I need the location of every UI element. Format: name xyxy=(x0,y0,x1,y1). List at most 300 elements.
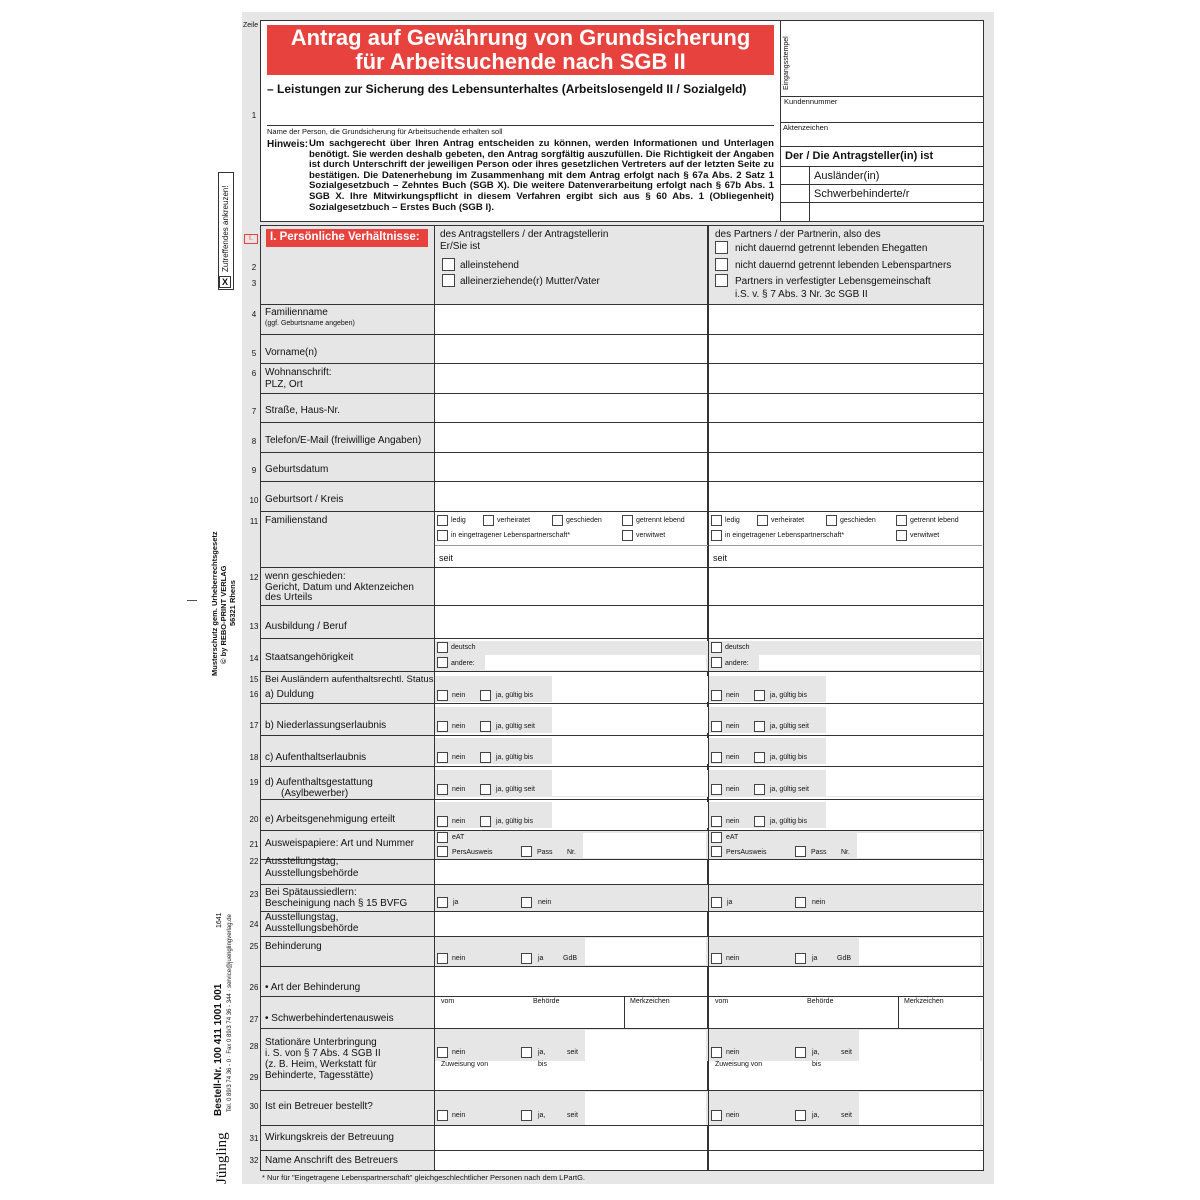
name-betreuer-field-b[interactable] xyxy=(709,1151,982,1170)
gdb-field-b[interactable] xyxy=(859,938,980,965)
text-field-a[interactable] xyxy=(435,452,708,481)
duldung-label: a) Duldung xyxy=(265,689,314,700)
checkbox-geschieden-a[interactable] xyxy=(552,515,563,526)
ausweis-nr-field-b[interactable] xyxy=(857,833,980,858)
text-field-a[interactable] xyxy=(435,334,708,363)
row-divider xyxy=(260,703,984,704)
label-gdb-a: GdB xyxy=(563,955,578,962)
schwerbehindert-label: Schwerbehinderte/r xyxy=(814,188,910,200)
label-ja-aufenthaltserlaubnis-a: ja, gültig bis xyxy=(496,754,533,761)
wirkungskreis-field-a[interactable] xyxy=(435,1126,708,1150)
label-nein-betreuer-b: nein xyxy=(726,1112,740,1119)
x-mark-box: X xyxy=(219,276,231,288)
title-banner xyxy=(267,25,774,75)
checkbox-andere-a[interactable] xyxy=(437,657,448,668)
order-number: Bestell-Nr. 100 411 1001 001 xyxy=(213,983,224,1116)
name-input[interactable] xyxy=(267,98,774,126)
copyright-3: 56321 Rhens xyxy=(228,580,237,626)
copyright-1: Musterschutz gem. Urheberrechtsgesetz xyxy=(210,531,219,676)
checkbox-nein-betreuer-b[interactable] xyxy=(711,1110,722,1121)
alleinerziehend-label: alleinerziehende(r) Mutter/Vater xyxy=(460,276,600,287)
betreuer-label: Ist ein Betreuer bestellt? xyxy=(265,1101,373,1112)
line-number-13: 13 xyxy=(249,622,259,631)
text-field-a[interactable] xyxy=(435,481,708,511)
checkbox-ja-duldung-a[interactable] xyxy=(480,690,491,701)
ausstellung-field-b[interactable] xyxy=(709,860,982,884)
label-ledig-a: ledig xyxy=(451,517,466,524)
label-andere-b: andere: xyxy=(725,660,749,667)
line-number-18: 18 xyxy=(249,753,259,762)
ausweispapiere-label: Ausweispapiere: Art und Nummer xyxy=(265,838,414,849)
checkbox-nein-betreuer-a[interactable] xyxy=(437,1110,448,1121)
line-number-16: 16 xyxy=(249,690,259,699)
label-ja-duldung-b: ja, gültig bis xyxy=(770,692,807,699)
aktenzeichen-label: Aktenzeichen xyxy=(783,123,829,132)
checkbox-ja-aufenthaltserlaubnis-b[interactable] xyxy=(754,752,765,763)
label-nein-aufenthaltserlaubnis-a: nein xyxy=(452,754,466,761)
antragsteller-ist: Der / Die Antragsteller(in) ist xyxy=(785,150,934,162)
checkbox-pass-b[interactable] xyxy=(795,846,806,857)
seit-label-a: seit xyxy=(439,553,454,563)
label-ja-spaet-a: ja xyxy=(453,899,459,906)
art-behinderung-field-a[interactable] xyxy=(435,967,708,996)
line-number-10: 10 xyxy=(249,496,259,505)
label-verwitwet-a: verwitwet xyxy=(636,532,666,539)
label-seit-betreuer-b: seit xyxy=(841,1112,852,1119)
label-pass-b: Pass xyxy=(811,849,827,856)
label-pass-a: Pass xyxy=(537,849,553,856)
checkbox-ja-betreuer-b[interactable] xyxy=(795,1110,806,1121)
geschieden-label-1: wenn geschieden: xyxy=(265,571,346,582)
label-nein-behinderung-b: nein xyxy=(726,955,740,962)
stationaer-label-3: (z. B. Heim, Werkstatt für xyxy=(265,1059,377,1070)
brand-logo: Jüngling xyxy=(214,1132,230,1184)
aufenthaltsgestattung-label-1: d) Aufenthaltsgestattung xyxy=(265,777,373,788)
checkbox-ja-stationaer-b[interactable] xyxy=(795,1047,806,1058)
text-field-a[interactable] xyxy=(435,304,708,334)
checkbox-verheiratet-a[interactable] xyxy=(483,515,494,526)
label-ja-aufenthaltsgestattung-b: ja, gültig seit xyxy=(770,786,809,793)
checkbox-getrennt-a[interactable] xyxy=(622,515,633,526)
niederlassung-label: b) Niederlassungserlaubnis xyxy=(265,720,387,731)
label-nein-stationaer-b: nein xyxy=(726,1049,740,1056)
checkbox-getrennt-b[interactable] xyxy=(896,515,907,526)
text-field-a[interactable] xyxy=(435,422,708,452)
art-behinderung-label: • Art der Behinderung xyxy=(265,982,361,993)
rule xyxy=(780,202,984,203)
ausstellungsbehoerde-label-1: Ausstellungsbehörde xyxy=(265,868,359,879)
checkbox-nein-duldung-b[interactable] xyxy=(711,690,722,701)
checkbox-verwitwet-b[interactable] xyxy=(896,530,907,541)
line-number-11: 11 xyxy=(249,517,259,526)
label-andere-a: andere: xyxy=(451,660,475,667)
date-field-aufenthaltsgestattung-b[interactable] xyxy=(826,770,982,796)
lebenspartner-checkbox[interactable] xyxy=(715,258,728,271)
checkbox-ja-arbeitsgenehmigung-a[interactable] xyxy=(480,816,491,827)
line-number-27: 27 xyxy=(249,1015,259,1024)
label-nein-niederlassung-a: nein xyxy=(452,723,466,730)
text-field-b[interactable] xyxy=(709,605,982,638)
spaetaussiedler-label-2: Bescheinigung nach § 15 BVFG xyxy=(265,898,408,909)
checkbox-nein-stationaer-a[interactable] xyxy=(437,1047,448,1058)
line-number-21: 21 xyxy=(249,840,259,849)
checkbox-deutsch-b[interactable] xyxy=(711,642,722,653)
text-field-b[interactable] xyxy=(709,452,982,481)
line-number-31: 31 xyxy=(249,1134,259,1143)
section-marker: I. xyxy=(244,234,258,244)
checkbox-verheiratet-b[interactable] xyxy=(757,515,768,526)
geburtsdatum-label: Geburtsdatum xyxy=(265,464,329,475)
label-nein-arbeitsgenehmigung-b: nein xyxy=(726,818,740,825)
alleinstehend-checkbox[interactable] xyxy=(442,258,455,271)
label-verheiratet-a: verheiratet xyxy=(497,517,531,524)
label-nein-duldung-b: nein xyxy=(726,692,740,699)
label-ja-aufenthaltserlaubnis-b: ja, gültig bis xyxy=(770,754,807,761)
row-divider xyxy=(260,799,984,800)
label-merkzeichen-b: Merkzeichen xyxy=(904,998,944,1005)
ausstellung-field-a[interactable] xyxy=(435,860,708,884)
line-number-9: 9 xyxy=(251,466,257,475)
label-nein-duldung-a: nein xyxy=(452,692,466,699)
label-nr-b: Nr. xyxy=(841,849,850,856)
spaet-gray-b xyxy=(709,885,982,911)
checkbox-ja-duldung-b[interactable] xyxy=(754,690,765,701)
checkbox-persausweis-b[interactable] xyxy=(711,846,722,857)
wohnanschrift-label: Wohnanschrift: xyxy=(265,367,332,378)
kundennummer-label: Kundennummer xyxy=(784,97,838,106)
name-label: Name der Person, die Grundsicherung für Arbeitsuchende erhalten soll xyxy=(267,127,503,136)
date-field-aufenthaltsgestattung-a[interactable] xyxy=(552,770,708,796)
row-divider xyxy=(260,638,984,639)
checkbox-nein-aufenthaltserlaubnis-b[interactable] xyxy=(711,752,722,763)
seit-field-b[interactable] xyxy=(739,548,980,566)
label-deutsch-a: deutsch xyxy=(451,644,476,651)
checkbox-ja-aufenthaltsgestattung-b[interactable] xyxy=(754,784,765,795)
label-ja-aufenthaltsgestattung-a: ja, gültig seit xyxy=(496,786,535,793)
rule xyxy=(809,166,810,222)
spaet-gray-a xyxy=(435,885,708,911)
staatsangehoerigkeit-label: Staatsangehörigkeit xyxy=(265,652,354,663)
label-gdb-b: GdB xyxy=(837,955,852,962)
seit-label-b: seit xyxy=(713,553,728,563)
text-field-a[interactable] xyxy=(435,363,708,393)
checkbox-ja-aufenthaltsgestattung-a[interactable] xyxy=(480,784,491,795)
checkbox-nein-stationaer-b[interactable] xyxy=(711,1047,722,1058)
seit-field-a[interactable] xyxy=(465,548,706,566)
checkbox-eat-a[interactable] xyxy=(437,832,448,843)
label-behoerde-a: Behörde xyxy=(533,998,560,1005)
label-nein-stationaer-a: nein xyxy=(452,1049,466,1056)
zeile-label: Zeile xyxy=(243,22,259,29)
col1-header-1: des Antragstellers / der Antragstellerin xyxy=(440,229,609,240)
checkbox-eat-b[interactable] xyxy=(711,832,722,843)
seit-stationaer-field-b[interactable] xyxy=(859,1030,980,1061)
date-field-duldung-b[interactable] xyxy=(826,676,982,702)
auslaender-checkbox[interactable] xyxy=(781,167,809,184)
text-field-a[interactable] xyxy=(435,605,708,638)
checkbox-ja-behinderung-a[interactable] xyxy=(521,953,532,964)
label-getrennt-b: getrennt lebend xyxy=(910,517,959,524)
line-number-3: 3 xyxy=(251,279,257,288)
checkbox-deutsch-a[interactable] xyxy=(437,642,448,653)
wirkungskreis-label: Wirkungskreis der Betreuung xyxy=(265,1132,394,1143)
date-field-aufenthaltserlaubnis-b[interactable] xyxy=(826,738,982,764)
andere-field-a[interactable] xyxy=(485,655,706,670)
plz-label: PLZ, Ort xyxy=(265,379,303,390)
schwerbehindert-checkbox[interactable] xyxy=(781,185,809,202)
checkbox-ja-spaet-a[interactable] xyxy=(437,897,448,908)
behinderung-label: Behinderung xyxy=(265,941,322,952)
date-field-arbeitsgenehmigung-a[interactable] xyxy=(552,802,708,828)
hint-text: Um sachgerecht über Ihren Antrag entscheiden zu können, werden Informationen und Unterlagen benötigt. Sie werden deshalb gebeten, den Antrag sorgfältig auszufüllen. Die Richtigkeit der Angaben ist durch Unterschrift der jeweiligen Person oder ihres gesetzlichen Vertreters auf der letzten Seite zu bestätigen. Die Datenerhebung im Zusammenhang mit dem Antrag erfolgt nach § 67a Abs. 2 Satz 1 Sozialgesetzbuch – Zehntes Buch (SGB X). Die weitere Datenverarbeitung erfolgt nach § 67b Abs. 1 SGB X. Ihre Mitwirkungspflicht in diesem Verfahren ergibt sich aus § 60 Abs. 1 (Obliegenheit) Sozialgesetzbuch – Erstes Buch (SGB I). xyxy=(309,138,774,213)
label-bis-a: bis xyxy=(538,1061,547,1068)
label-behoerde-b: Behörde xyxy=(807,998,834,1005)
line-number-2: 2 xyxy=(251,263,257,272)
label-nein-aufenthaltsgestattung-a: nein xyxy=(452,786,466,793)
label-ja-niederlassung-b: ja, gültig seit xyxy=(770,723,809,730)
spaetaussiedler-label-1: Bei Spätaussiedlern: xyxy=(265,887,357,898)
label-seit-betreuer-a: seit xyxy=(567,1112,578,1119)
checkbox-ja-niederlassung-b[interactable] xyxy=(754,721,765,732)
label-nein-behinderung-a: nein xyxy=(452,955,466,962)
checkbox-lebenspartnerschaft-b[interactable] xyxy=(711,530,722,541)
seit-betreuer-field-a[interactable] xyxy=(585,1092,706,1125)
telefon-label: Telefon/E-Mail (freiwillige Angaben) xyxy=(265,435,422,446)
line-number-26: 26 xyxy=(249,983,259,992)
label-bis-b: bis xyxy=(812,1061,821,1068)
label-verwitwet-b: verwitwet xyxy=(910,532,940,539)
label-persausweis-b: PersAusweis xyxy=(726,849,767,856)
line-number-12: 12 xyxy=(249,573,259,582)
checkbox-lebenspartnerschaft-a[interactable] xyxy=(437,530,448,541)
row-divider xyxy=(260,511,984,512)
eingangsstempel-label: Eingangsstempel xyxy=(783,36,790,90)
checkbox-nein-arbeitsgenehmigung-a[interactable] xyxy=(437,816,448,827)
label-ja-betreuer-b: ja, xyxy=(812,1112,820,1119)
label-ledig-b: ledig xyxy=(725,517,740,524)
lebenspartner-label: nicht dauernd getrennt lebenden Lebenspartners xyxy=(735,260,952,271)
checkbox-nein-duldung-a[interactable] xyxy=(437,690,448,701)
ausstellungsbehoerde-label-2: Ausstellungsbehörde xyxy=(265,923,359,934)
row-divider xyxy=(260,766,984,767)
checkbox-ja-aufenthaltserlaubnis-a[interactable] xyxy=(480,752,491,763)
stationaer-label-1: Stationäre Unterbringung xyxy=(265,1037,377,1048)
text-field-b[interactable] xyxy=(709,363,982,393)
line-number-6: 6 xyxy=(251,369,257,378)
stationaer-label-4: Behinderte, Tagesstätte) xyxy=(265,1070,374,1081)
aktenzeichen-field[interactable] xyxy=(781,132,983,146)
checkbox-nein-spaet-b[interactable] xyxy=(795,897,806,908)
label-geschieden-b: geschieden xyxy=(840,517,876,524)
text-field-b[interactable] xyxy=(709,567,982,605)
auslaender-label: Ausländer(in) xyxy=(814,170,880,182)
label-vom-b: vom xyxy=(715,998,729,1005)
checkbox-ja-stationaer-a[interactable] xyxy=(521,1047,532,1058)
wirkungskreis-field-b[interactable] xyxy=(709,1126,982,1150)
date-field-arbeitsgenehmigung-b[interactable] xyxy=(826,802,982,828)
subtitle: – Leistungen zur Sicherung des Lebensunterhaltes (Arbeitslosengeld II / Sozialgeld) xyxy=(267,82,747,96)
line-number-25: 25 xyxy=(249,942,259,951)
vorname-label: Vorname(n) xyxy=(265,347,318,358)
label-zuweisung-a: Zuweisung von xyxy=(441,1061,489,1068)
checkbox-ja-behinderung-b[interactable] xyxy=(795,953,806,964)
line-number-32: 32 xyxy=(249,1156,259,1165)
section-title: I. Persönliche Verhältnisse: xyxy=(266,229,428,247)
checkbox-nein-aufenthaltsgestattung-a[interactable] xyxy=(437,784,448,795)
text-field-b[interactable] xyxy=(709,334,982,363)
label-lebenspartnerschaft-a: in eingetragener Lebenspartnerschaft* xyxy=(451,532,571,539)
checkbox-nein-behinderung-b[interactable] xyxy=(711,953,722,964)
bei-auslaendern-label: Bei Ausländern aufenthaltsrechtl. Status xyxy=(265,674,434,685)
andere-field-b[interactable] xyxy=(759,655,980,670)
label-getrennt-a: getrennt lebend xyxy=(636,517,685,524)
line-number-29: 29 xyxy=(249,1073,259,1082)
row-divider xyxy=(260,671,984,672)
label-deutsch-b: deutsch xyxy=(725,644,750,651)
lebensgemeinschaft-ref: i.S. v. § 7 Abs. 3 Nr. 3c SGB II xyxy=(735,289,868,300)
label-ja-arbeitsgenehmigung-a: ja, gültig bis xyxy=(496,818,533,825)
contact-label: Tel. 0 89/3 74 36 - 0 · Fax 0 89/3 74 36 - 344 · service@juenglingverlag.de xyxy=(227,914,233,1112)
rule xyxy=(780,184,984,185)
text-field-b[interactable] xyxy=(709,304,982,334)
row-divider xyxy=(260,996,984,997)
text-field-a[interactable] xyxy=(435,393,708,422)
checkbox-pass-a[interactable] xyxy=(521,846,532,857)
familienname-label: Familienname xyxy=(265,307,328,318)
gdb-field-a[interactable] xyxy=(585,938,706,965)
art-behinderung-field-b[interactable] xyxy=(709,967,982,996)
date-field-aufenthaltserlaubnis-a[interactable] xyxy=(552,738,708,764)
ausstellungstag-label-2: Ausstellungstag, xyxy=(265,912,339,923)
name-betreuer-field-a[interactable] xyxy=(435,1151,708,1170)
seit-betreuer-field-b[interactable] xyxy=(859,1092,980,1125)
checkbox-geschieden-b[interactable] xyxy=(826,515,837,526)
checkbox-ledig-a[interactable] xyxy=(437,515,448,526)
rule xyxy=(780,166,984,167)
alleinstehend-label: alleinstehend xyxy=(460,260,519,271)
checkbox-ledig-b[interactable] xyxy=(711,515,722,526)
label-merkzeichen-a: Merkzeichen xyxy=(630,998,670,1005)
merkzeichen-divider-a xyxy=(624,996,625,1028)
checkbox-ja-arbeitsgenehmigung-b[interactable] xyxy=(754,816,765,827)
checkbox-ja-spaet-b[interactable] xyxy=(711,897,722,908)
text-field-b[interactable] xyxy=(709,393,982,422)
ehegatte-checkbox[interactable] xyxy=(715,241,728,254)
label-zuweisung-b: Zuweisung von xyxy=(715,1061,763,1068)
line-number-23: 23 xyxy=(249,890,259,899)
checkbox-persausweis-a[interactable] xyxy=(437,846,448,857)
side-dash xyxy=(187,600,197,601)
date-field-niederlassung-b[interactable] xyxy=(826,707,982,733)
date-field-niederlassung-a[interactable] xyxy=(552,707,708,733)
text-field-b[interactable] xyxy=(709,422,982,452)
checkbox-nein-aufenthaltsgestattung-b[interactable] xyxy=(711,784,722,795)
alleinerziehend-checkbox[interactable] xyxy=(442,274,455,287)
checkbox-nein-arbeitsgenehmigung-b[interactable] xyxy=(711,816,722,827)
line-number-15: 15 xyxy=(249,675,259,684)
checkbox-nein-behinderung-a[interactable] xyxy=(437,953,448,964)
label-ja-stationaer-b: ja, xyxy=(812,1049,820,1056)
title-line-2: für Arbeitsuchende nach SGB II xyxy=(355,49,686,74)
ausstellungstag-label-1: Ausstellungstag, xyxy=(265,856,339,867)
label-ja-spaet-b: ja xyxy=(727,899,733,906)
label-nein-niederlassung-b: nein xyxy=(726,723,740,730)
zutreffendes-label: Zutreffendes ankreuzen! xyxy=(221,185,230,272)
text-field-a[interactable] xyxy=(435,567,708,605)
familienstand-label: Familienstand xyxy=(265,515,328,526)
line-number-22: 22 xyxy=(249,857,259,866)
kundennummer-field[interactable] xyxy=(781,106,983,122)
arbeitsgenehmigung-label: e) Arbeitsgenehmigung erteilt xyxy=(265,814,396,825)
seit-divider-b xyxy=(709,545,982,546)
spaet-field-a[interactable] xyxy=(435,912,708,936)
label-nein-spaet-a: nein xyxy=(538,899,552,906)
ausweis-nr-field-a[interactable] xyxy=(583,833,706,858)
text-field-b[interactable] xyxy=(709,481,982,511)
checkbox-ja-betreuer-a[interactable] xyxy=(521,1110,532,1121)
col2-header: des Partners / der Partnerin, also des xyxy=(715,229,881,240)
line-number-19: 19 xyxy=(249,778,259,787)
label-ja-behinderung-b: ja xyxy=(812,955,818,962)
aufenthaltsgestattung-label-2: (Asylbewerber) xyxy=(281,788,349,799)
checkbox-verwitwet-a[interactable] xyxy=(622,530,633,541)
label-persausweis-a: PersAusweis xyxy=(452,849,493,856)
label-lebenspartnerschaft-b: in eingetragener Lebenspartnerschaft* xyxy=(725,532,845,539)
title-line-1: Antrag auf Gewährung von Grundsicherung xyxy=(290,25,751,50)
label-verheiratet-b: verheiratet xyxy=(771,517,805,524)
line-number-7: 7 xyxy=(251,407,257,416)
checkbox-ja-niederlassung-a[interactable] xyxy=(480,721,491,732)
label-nein-betreuer-a: nein xyxy=(452,1112,466,1119)
line-number-24: 24 xyxy=(249,920,259,929)
label-nr-a: Nr. xyxy=(567,849,576,856)
label-ja-stationaer-a: ja, xyxy=(538,1049,546,1056)
label-eat-a: eAT xyxy=(452,834,465,841)
line-number-28: 28 xyxy=(249,1042,259,1051)
geschieden-label-3: des Urteils xyxy=(265,592,313,603)
spaet-field-b[interactable] xyxy=(709,912,982,936)
label-vom-a: vom xyxy=(441,998,455,1005)
checkbox-nein-aufenthaltserlaubnis-a[interactable] xyxy=(437,752,448,763)
seit-stationaer-field-a[interactable] xyxy=(585,1030,706,1061)
line-number-1: 1 xyxy=(251,111,257,120)
label-ja-arbeitsgenehmigung-b: ja, gültig bis xyxy=(770,818,807,825)
geschieden-label-2: Gericht, Datum und Aktenzeichen xyxy=(265,582,414,593)
line-number-20: 20 xyxy=(249,815,259,824)
copyright-2: © by REBO-PRINT VERLAG xyxy=(219,565,228,664)
ausbildung-label: Ausbildung / Beruf xyxy=(265,621,347,632)
label-seit-stationaer-a: seit xyxy=(567,1049,578,1056)
strasse-label: Straße, Haus-Nr. xyxy=(265,405,341,416)
footnote: * Nur für "Eingetragene Lebenspartnerschaft" gleichgeschlechtlicher Personen nach dem LPartG. xyxy=(262,1173,586,1182)
checkbox-nein-niederlassung-b[interactable] xyxy=(711,721,722,732)
date-field-duldung-a[interactable] xyxy=(552,676,708,702)
row-divider xyxy=(260,735,984,736)
label-seit-stationaer-b: seit xyxy=(841,1049,852,1056)
line-number-14: 14 xyxy=(249,654,259,663)
checkbox-andere-b[interactable] xyxy=(711,657,722,668)
checkbox-nein-spaet-a[interactable] xyxy=(521,897,532,908)
stationaer-label-2: i. S. von § 7 Abs. 4 SGB II xyxy=(265,1048,381,1059)
label-nein-arbeitsgenehmigung-a: nein xyxy=(452,818,466,825)
schwerbehindertenausweis-label: • Schwerbehindertenausweis xyxy=(265,1013,394,1024)
checkbox-nein-niederlassung-a[interactable] xyxy=(437,721,448,732)
label-ja-betreuer-a: ja, xyxy=(538,1112,546,1119)
lebensgemeinschaft-checkbox[interactable] xyxy=(715,274,728,287)
code-label: 1641 xyxy=(216,912,223,928)
seit-divider-a xyxy=(435,545,708,546)
hint-label: Hinweis: xyxy=(267,139,309,150)
